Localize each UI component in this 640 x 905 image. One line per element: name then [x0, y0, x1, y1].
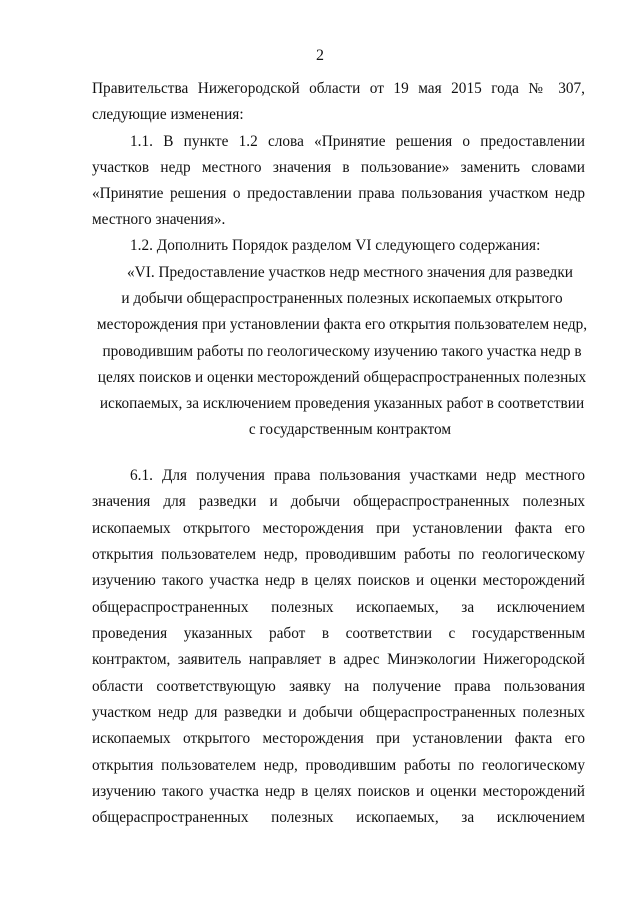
text-line: изучению такого участка недр в целях поисков и оценки месторождений — [92, 783, 585, 800]
text-line: открытия пользователем недр, проводившим работы по геологическому — [92, 546, 585, 563]
text-line: значения для разведки и добычи общераспространенных полезных — [92, 493, 585, 510]
text-line: изучению такого участка недр в целях поисков и оценки месторождений — [92, 572, 585, 589]
text-line: ископаемых открытого месторождения при установлении факта его — [92, 520, 585, 537]
section-heading-line: целях поисков и оценки месторождений общераспространенных полезных — [97, 369, 587, 386]
section-heading-line: и добычи общераспространенных полезных ископаемых открытого — [121, 290, 563, 307]
text-line: 1.2. Дополнить Порядок разделом VI следующего содержания: — [130, 237, 541, 254]
section-heading-line: ископаемых, за исключением проведения указанных работ в соответствии — [99, 395, 585, 412]
text-line: открытия пользователем недр, проводившим работы по геологическому — [92, 757, 585, 774]
text-line: участков недр местного значения в пользование» заменить словами — [92, 159, 585, 176]
text-line: общераспространенных полезных ископаемых, за исключением — [92, 599, 585, 616]
text-line: контрактом, заявитель направляет в адрес Минэкологии Нижегородской — [92, 651, 585, 668]
text-line: следующие изменения: — [92, 106, 244, 123]
text-line: местного значения». — [92, 211, 226, 228]
section-heading-line: проводившим работы по геологическому изучению такого участка недр в — [102, 343, 582, 360]
text-line: «Принятие решения о предоставлении права пользования участком недр — [92, 185, 585, 202]
text-line: области соответствующую заявку на получение права пользования — [92, 678, 585, 695]
text-line: Правительства Нижегородской области от 19 мая 2015 года № 307, — [92, 80, 585, 97]
text-line: ископаемых открытого месторождения при установлении факта его — [92, 730, 585, 747]
text-line: общераспространенных полезных ископаемых, за исключением — [92, 809, 585, 826]
section-heading-line: «VI. Предоставление участков недр местного значения для разведки — [127, 264, 573, 281]
text-line: участком недр для разведки и добычи общераспространенных полезных — [92, 704, 585, 721]
section-heading-line: месторождения при установлении факта его открытия пользователем недр, — [96, 316, 588, 333]
text-line: 1.1. В пункте 1.2 слова «Принятие решения о предоставлении — [130, 133, 585, 150]
section-heading-line: с государственным контрактом — [248, 421, 452, 438]
text-line: 6.1. Для получения права пользования участками недр местного — [130, 467, 585, 484]
page-number: 2 — [316, 47, 324, 64]
text-line: проведения указанных работ в соответствии с государственным — [92, 625, 585, 642]
